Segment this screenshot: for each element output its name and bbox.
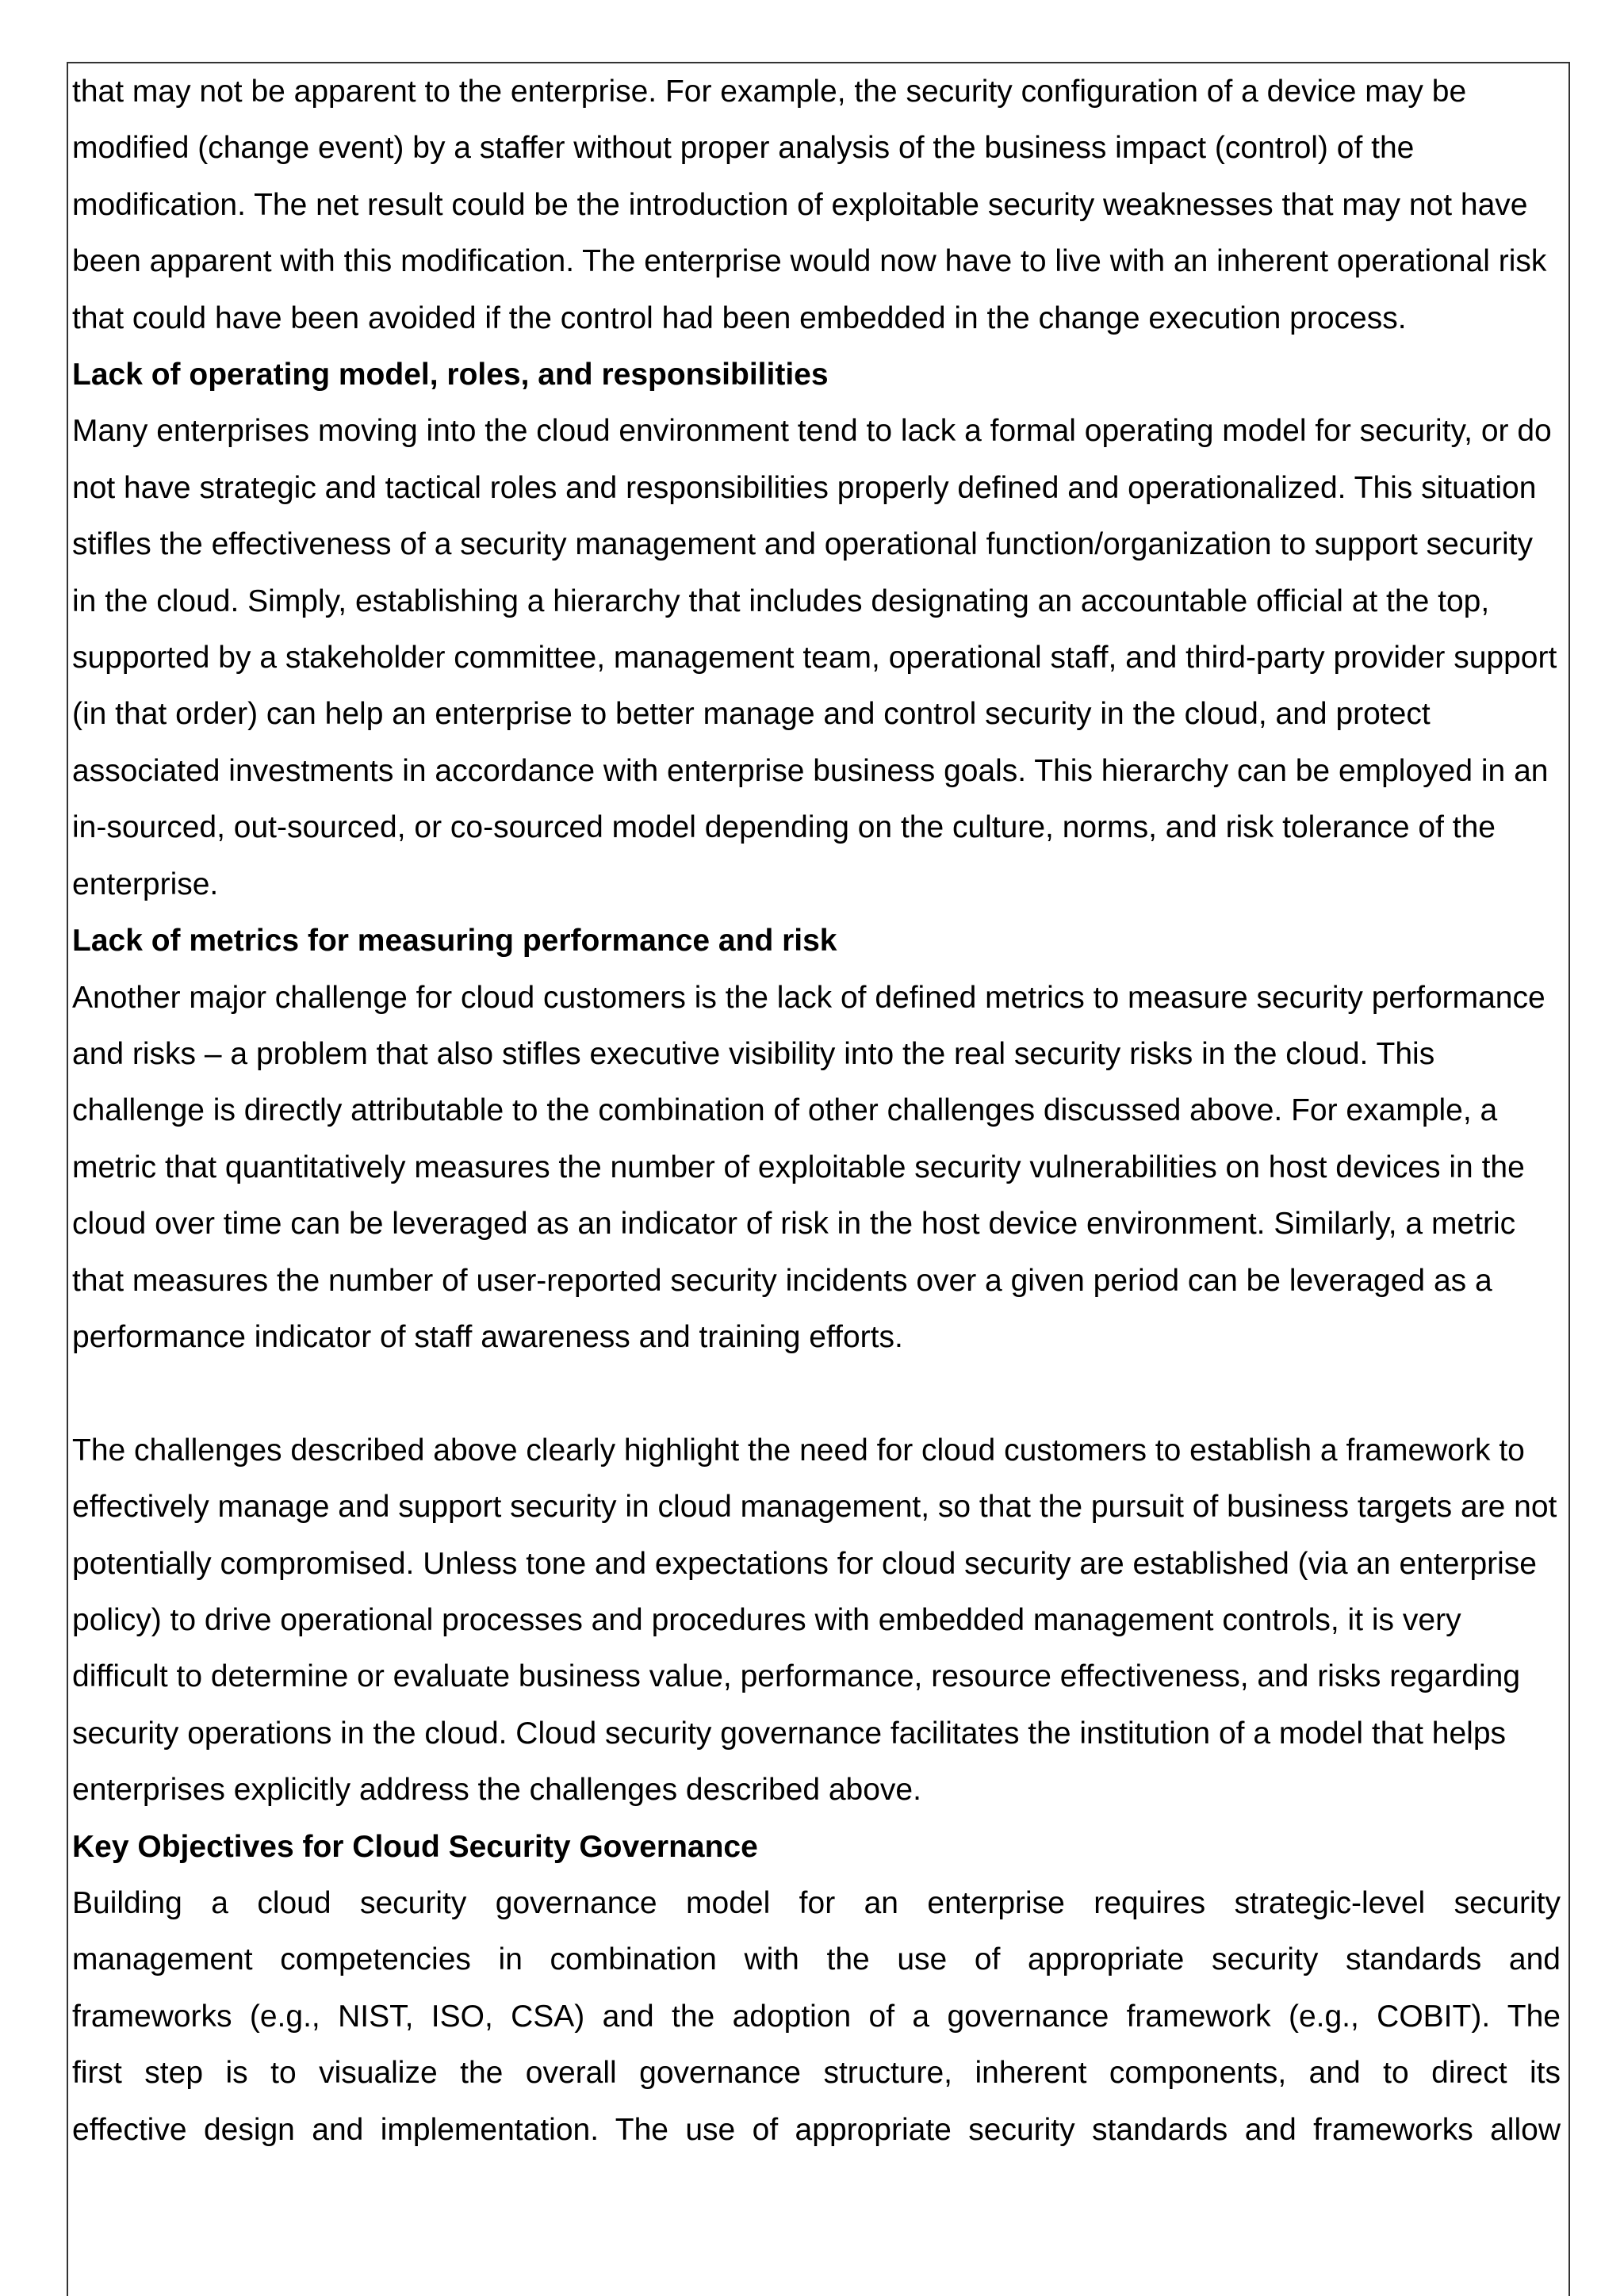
justified-line: effective design and implementation. The use of appropriate security standards and frameworks allow <box>72 2112 1561 2147</box>
section-body-key-objectives <box>72 1875 1561 2158</box>
section-body-operating-model: Many enterprises moving into the cloud environment tend to lack a formal operating model for security, or do not have strategic and tactical roles and responsibilities properly defined and operationalized. This situation stifles the effectiveness of a security management and operational function/organization to support security in the cloud. Simply, establishing a hierarchy that includes designating an accountable official at the top, supported by a stakeholder committee, management team, operational staff, and third-party provider support (in that order) can help an enterprise to better manage and control security in the cloud, and protect associated investments in accordance with enterprise business goals. This hierarchy can be employed in an in-sourced, out-sourced, or co-sourced model depending on the culture, norms, and risk tolerance of the enterprise. <box>72 414 1557 901</box>
section-body-metrics: Another major challenge for cloud customers is the lack of defined metrics to measure security performance and risks – a problem that also stifles executive visibility into the real security risks in the cloud. This challenge is directly attributable to the combination of other challenges discussed above. For example, a metric that quantitatively measures the number of exploitable security vulnerabilities on host devices in the cloud over time can be leveraged as an indicator of risk in the host device environment. Similarly, a metric that measures the number of user-reported security incidents over a given period can be leveraged as a performance indicator of staff awareness and training efforts. <box>72 980 1545 1354</box>
justified-line: management competencies in combination with the use of appropriate security standards and <box>72 1942 1561 1977</box>
justified-line: frameworks (e.g., NIST, ISO, CSA) and the adoption of a governance framework (e.g., COBIT). The <box>72 1999 1561 2034</box>
document-body <box>72 63 1561 2158</box>
section-heading-key-objectives: Key Objectives for Cloud Security Governance <box>72 1829 758 1864</box>
intro-paragraph: that may not be apparent to the enterprise. For example, the security configuration of a device may be modified (change event) by a staffer without proper analysis of the business impact (control) of the modification. The net result could be the introduction of exploitable security weaknesses that may not have been apparent with this modification. The enterprise would now have to live with an inherent operational risk that could have been avoided if the control had been embedded in the change execution process. <box>72 75 1547 335</box>
justified-line: first step is to visualize the overall governance structure, inherent components, and to direct its <box>72 2056 1561 2091</box>
document-page <box>67 62 1570 2296</box>
section-heading-metrics: Lack of metrics for measuring performance and risk <box>72 924 837 959</box>
section-heading-operating-model: Lack of operating model, roles, and responsibilities <box>72 358 829 392</box>
paragraph-spacer <box>72 1365 1561 1422</box>
justified-line: Building a cloud security governance model for an enterprise requires strategic-level security <box>72 1885 1561 1920</box>
summary-paragraph: The challenges described above clearly highlight the need for cloud customers to establish a framework to effectively manage and support security in cloud management, so that the pursuit of business targets are not potentially compromised. Unless tone and expectations for cloud security are established (via an enterprise policy) to drive operational processes and procedures with embedded management controls, it is very difficult to determine or evaluate business value, performance, resource effectiveness, and risks regarding security operations in the cloud. Cloud security governance facilitates the institution of a model that helps enterprises explicitly address the challenges described above. <box>72 1433 1557 1808</box>
